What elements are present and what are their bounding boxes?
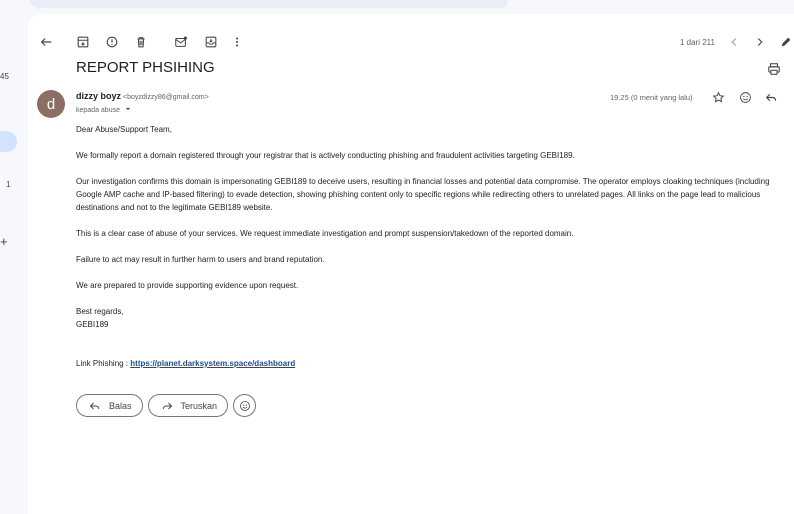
body-greeting: Dear Abuse/Support Team,	[76, 125, 172, 134]
body-paragraph: Failure to act may result in further harm to users and brand reputation.	[76, 255, 325, 264]
rail-count-top: 45	[0, 72, 9, 81]
edit-icon[interactable]	[778, 34, 794, 50]
message-toolbar	[28, 28, 794, 58]
chevron-down-icon[interactable]	[125, 106, 131, 114]
emoji-reaction-icon[interactable]	[738, 90, 752, 104]
reply-icon[interactable]	[764, 90, 778, 104]
print-icon[interactable]	[767, 62, 781, 76]
search-bar-edge	[30, 0, 508, 8]
message-pane	[28, 14, 794, 514]
sender-email: <boyzdizzy86@gmail.com>	[123, 94, 209, 101]
phishing-link[interactable]: https://planet.darksystem.space/dashboard	[130, 359, 296, 368]
body-link-line	[76, 357, 792, 370]
body-signoff	[76, 305, 792, 331]
recipient-line[interactable]	[76, 106, 131, 114]
message-timestamp: 19.25 (0 menit yang lalu)	[610, 93, 693, 102]
move-to-icon[interactable]	[203, 34, 219, 50]
reply-actions	[76, 394, 256, 417]
more-vert-icon[interactable]	[229, 34, 245, 50]
reply-button[interactable]	[76, 394, 143, 417]
sender-name[interactable]: dizzy boyz	[76, 91, 122, 101]
plus-icon[interactable]: +	[0, 234, 8, 249]
avatar[interactable]: d	[37, 90, 65, 118]
pager-text: 1 dari 211	[680, 38, 715, 47]
message-subject: REPORT PHSIHING	[76, 59, 215, 76]
next-icon[interactable]	[752, 34, 768, 50]
body-paragraph: Our investigation confirms this domain is impersonating GEBI189 to deceive users, resulting in financial losses and potential data compromise. The operator employs cloaking techniques (including Google AMP cache and IP-based filtering) to evade detection, showing phishing content only to specific regions while redirecting others to unrelated pages. All links on the page lead to malicious destinations and not to the legitimate GEBI189 website.	[76, 177, 770, 212]
prev-icon[interactable]	[726, 34, 742, 50]
reply-arrow-icon	[89, 400, 101, 412]
forward-button-label: Teruskan	[180, 400, 218, 411]
link-label: Link Phishing :	[76, 359, 131, 368]
star-icon[interactable]	[711, 90, 725, 104]
rail-count-mid: 1	[6, 180, 11, 189]
message-body	[76, 123, 792, 383]
back-arrow-icon[interactable]	[38, 34, 54, 50]
left-rail	[0, 0, 28, 507]
body-paragraph: We formally report a domain registered through your registrar that is actively conducting phishing and fraudulent activities targeting GEBI189.	[76, 151, 575, 160]
body-closing: Best regards,	[76, 307, 124, 316]
forward-button[interactable]	[148, 394, 229, 417]
body-paragraph: This is a clear case of abuse of your services. We request immediate investigation and prompt suspension/takedown of the reported domain.	[76, 229, 574, 238]
emoji-button[interactable]	[233, 394, 256, 417]
forward-arrow-icon	[161, 400, 173, 412]
recipient-text: kepada abuse	[76, 106, 120, 114]
reply-button-label: Balas	[109, 400, 132, 411]
emoji-icon	[239, 400, 251, 412]
mark-unread-icon[interactable]	[173, 34, 189, 50]
sender-info	[76, 91, 209, 101]
rail-active-pill[interactable]	[0, 131, 17, 152]
body-signature: GEBI189	[76, 320, 109, 329]
body-paragraph: We are prepared to provide supporting evidence upon request.	[76, 281, 299, 290]
delete-icon[interactable]	[133, 34, 149, 50]
archive-icon[interactable]	[75, 34, 91, 50]
report-spam-icon[interactable]	[104, 34, 120, 50]
